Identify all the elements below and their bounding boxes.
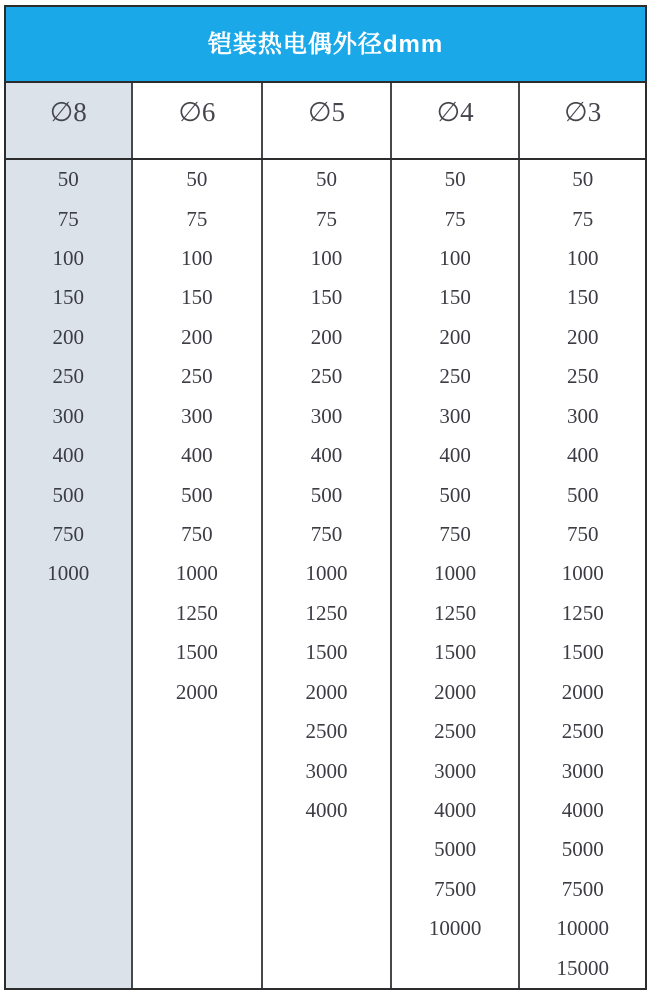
length-cell: 500: [310, 482, 343, 507]
length-cell: 300: [439, 403, 471, 428]
column-header: ∅6: [131, 83, 262, 158]
length-cell: [6, 751, 131, 790]
length-cell: 4000: [434, 798, 477, 823]
length-cell: 500: [566, 482, 599, 507]
length-cell: 200: [52, 324, 85, 349]
length-cell: [133, 712, 262, 751]
length-cell: 50: [444, 167, 466, 192]
length-cell: 400: [439, 443, 471, 468]
length-cell: [6, 712, 131, 751]
length-cell: 3000: [561, 758, 604, 783]
length-cell: [133, 949, 262, 988]
length-cell: 1250: [175, 600, 218, 625]
length-cell: 250: [439, 364, 471, 389]
length-cell: [133, 909, 262, 948]
table-body: [6, 160, 645, 988]
length-cell: 750: [310, 522, 343, 547]
column-header: ∅8: [6, 83, 131, 158]
length-cell: 400: [181, 443, 213, 468]
length-column: [131, 160, 262, 988]
column-header: ∅4: [390, 83, 519, 158]
length-cell: 400: [52, 443, 85, 468]
length-cell: 10000: [428, 916, 482, 941]
length-cell: 75: [444, 206, 466, 231]
length-column: [518, 160, 645, 988]
length-cell: 2500: [305, 719, 348, 744]
length-cell: [6, 633, 131, 672]
length-cell: [133, 870, 262, 909]
length-cell: [263, 949, 390, 988]
length-cell: [6, 673, 131, 712]
length-cell: [392, 949, 519, 988]
length-cell: [133, 751, 262, 790]
length-cell: 2000: [175, 679, 218, 704]
length-cell: 1250: [561, 600, 604, 625]
length-cell: 200: [310, 324, 343, 349]
length-cell: 100: [310, 246, 343, 271]
length-cell: 250: [566, 364, 599, 389]
length-cell: 50: [572, 167, 594, 192]
length-cell: 150: [310, 285, 343, 310]
thermocouple-diameter-table: [4, 5, 647, 990]
length-cell: 400: [310, 443, 343, 468]
length-cell: 75: [186, 206, 208, 231]
length-cell: 2500: [561, 719, 604, 744]
length-cell: 3000: [434, 758, 477, 783]
length-column: [390, 160, 519, 988]
length-cell: 4000: [305, 798, 348, 823]
length-cell: 1500: [561, 640, 604, 665]
length-cell: 1500: [434, 640, 477, 665]
length-cell: 1250: [305, 600, 348, 625]
length-cell: 2000: [561, 679, 604, 704]
length-cell: 100: [181, 246, 213, 271]
length-cell: 150: [566, 285, 599, 310]
length-cell: [263, 909, 390, 948]
length-cell: [6, 870, 131, 909]
length-cell: [133, 830, 262, 869]
length-cell: 500: [439, 482, 471, 507]
length-cell: 4000: [561, 798, 604, 823]
table-title: 铠装热电偶外径dmm: [6, 7, 645, 83]
length-cell: [6, 830, 131, 869]
length-cell: 2500: [434, 719, 477, 744]
length-cell: 50: [57, 167, 79, 192]
length-cell: 150: [52, 285, 85, 310]
length-cell: 750: [52, 522, 85, 547]
length-cell: 100: [52, 246, 85, 271]
length-cell: 1000: [175, 561, 218, 586]
length-cell: 10000: [556, 916, 609, 941]
length-cell: 100: [439, 246, 471, 271]
length-cell: [6, 949, 131, 988]
length-cell: 250: [310, 364, 343, 389]
length-cell: 75: [572, 206, 594, 231]
length-cell: 50: [315, 167, 337, 192]
length-cell: 1000: [434, 561, 477, 586]
length-cell: 75: [315, 206, 337, 231]
length-cell: 750: [566, 522, 599, 547]
header-row: [6, 83, 645, 160]
length-cell: 7500: [561, 876, 604, 901]
length-cell: 1500: [175, 640, 218, 665]
column-header: ∅3: [518, 83, 645, 158]
length-cell: 1000: [561, 561, 604, 586]
length-column: [261, 160, 390, 988]
length-cell: 200: [566, 324, 599, 349]
length-cell: 150: [181, 285, 213, 310]
length-cell: 750: [439, 522, 471, 547]
length-cell: 500: [181, 482, 213, 507]
length-cell: 500: [52, 482, 85, 507]
length-cell: [263, 830, 390, 869]
length-cell: 1000: [47, 561, 90, 586]
length-cell: [263, 870, 390, 909]
length-cell: 2000: [434, 679, 477, 704]
length-cell: 1500: [305, 640, 348, 665]
length-cell: 200: [439, 324, 471, 349]
length-cell: 400: [566, 443, 599, 468]
length-cell: 250: [181, 364, 213, 389]
length-cell: 75: [57, 206, 79, 231]
length-cell: 300: [52, 403, 85, 428]
length-cell: [6, 594, 131, 633]
length-cell: 15000: [556, 955, 609, 980]
length-cell: 750: [181, 522, 213, 547]
length-cell: 7500: [434, 876, 477, 901]
length-cell: 5000: [434, 837, 477, 862]
length-cell: [6, 909, 131, 948]
length-cell: 250: [52, 364, 85, 389]
length-cell: 5000: [561, 837, 604, 862]
length-cell: 1000: [305, 561, 348, 586]
length-cell: 150: [439, 285, 471, 310]
length-cell: 300: [310, 403, 343, 428]
length-cell: 2000: [305, 679, 348, 704]
length-cell: 1250: [434, 600, 477, 625]
length-cell: 300: [181, 403, 213, 428]
length-column: [6, 160, 131, 988]
length-cell: 200: [181, 324, 213, 349]
length-cell: 50: [186, 167, 208, 192]
length-cell: [133, 791, 262, 830]
length-cell: 100: [566, 246, 599, 271]
length-cell: 300: [566, 403, 599, 428]
column-header: ∅5: [261, 83, 390, 158]
length-cell: 3000: [305, 758, 348, 783]
length-cell: [6, 791, 131, 830]
